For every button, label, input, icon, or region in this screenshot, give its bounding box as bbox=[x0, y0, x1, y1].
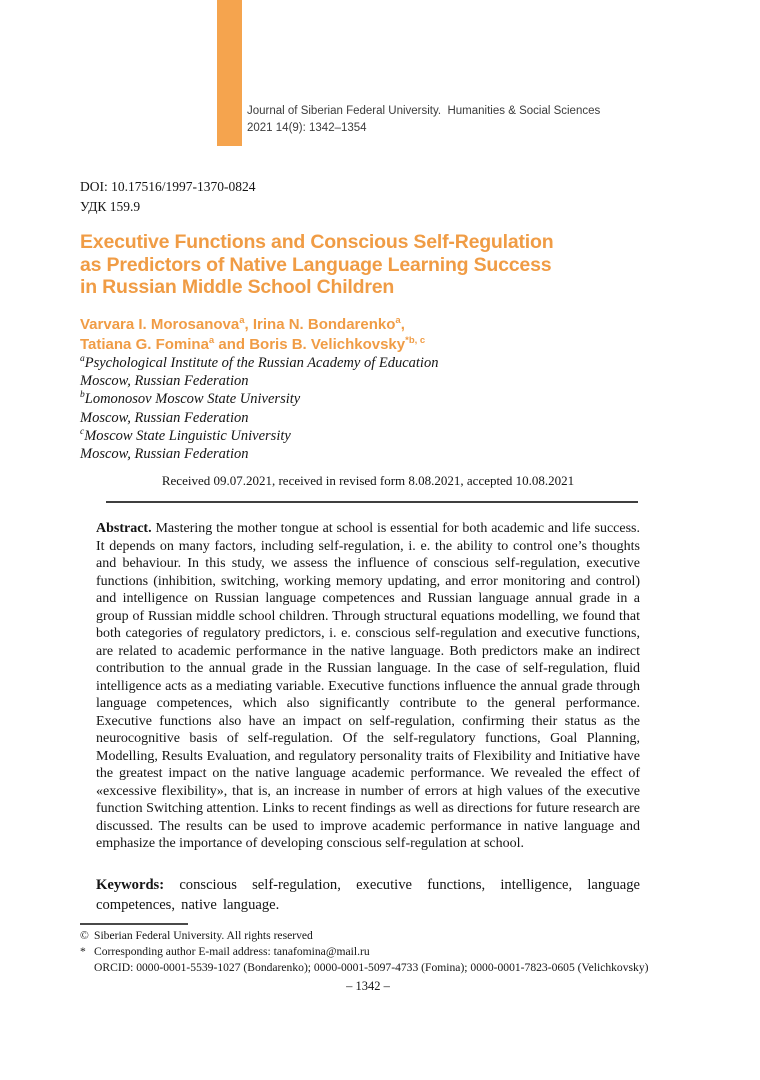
author-name: Tatiana G. Fomina bbox=[80, 335, 209, 353]
title-line-1: Executive Functions and Conscious Self-Regulation bbox=[80, 231, 554, 253]
affiliation-mark: c bbox=[80, 426, 85, 437]
author-list bbox=[80, 315, 640, 354]
orcid-text: ORCID: 0000-0001-5539-1027 (Bondarenko); 0000-0001-5097-4733 (Fomina); 0000-0001-7823-0605 (Velichkovsky) bbox=[94, 960, 649, 974]
udk-line: УДК 159.9 bbox=[80, 199, 141, 214]
keywords-paragraph bbox=[96, 875, 640, 916]
doi-line: DOI: 10.17516/1997-1370-0824 bbox=[80, 179, 256, 194]
footnotes-block bbox=[80, 928, 650, 976]
affiliation-text: Psychological Institute of the Russian Academy of Education bbox=[84, 355, 439, 371]
author-affil-mark: a bbox=[208, 334, 215, 346]
orcid-line bbox=[80, 960, 650, 976]
abstract-top-rule bbox=[106, 501, 638, 503]
affiliation-text: Moscow State Linguistic University bbox=[84, 427, 291, 444]
corresponding-author-line bbox=[80, 944, 650, 960]
affiliation-text: Lomonosov Moscow State University bbox=[84, 391, 301, 408]
affiliation-mark: a bbox=[80, 354, 85, 365]
author-affil-mark: *b, c bbox=[405, 334, 426, 346]
copyright-symbol: © bbox=[80, 929, 89, 942]
affiliation-text: Moscow, Russian Federation bbox=[80, 373, 249, 390]
affiliation-text: Moscow, Russian Federation bbox=[80, 409, 249, 426]
affiliation-line bbox=[80, 390, 640, 408]
abstract-label: Abstract. bbox=[96, 521, 152, 536]
abstract-paragraph bbox=[96, 520, 640, 853]
corresponding-author-text: Corresponding author E-mail address: tanafomina@mail.ru bbox=[94, 944, 370, 958]
affiliation-text: Moscow, Russian Federation bbox=[80, 446, 249, 463]
article-ids bbox=[80, 177, 256, 217]
copyright-line bbox=[80, 928, 650, 944]
abstract-text: Mastering the mother tongue at school is essential for both academic and life success. It depends on many factors, including self-regulation, i. e. the ability to control one’s thoughts and behaviour. In this study, we assess the influence of conscious self-regulation, executive functions (inhibition, switching, working memory updating, and error monitoring and control) and intelligence on Russian language competences and Russian language annual grade in a group of Russian middle school children. Through structural equations modelling, we found that both categories of regulatory predictors, i. e. conscious self-regulation and executive functions, are related to academic performance in the native language. Both predictors make an indirect contribution to the annual grade in the Russian language. In the case of self-regulation, fluid intelligence acts as a mediating variable. Executive functions influence the annual grade through language competences, which also significantly contribute to the general performance. Executive functions also have an impact on self-regulation, confirming their status as the neurocognitive basis of self-regulation. Of the self-regulatory functions, Goal Planning, Modelling, Results Evaluation, and regulatory personality traits of Flexibility and Initiative have the greatest impact on the native language academic performance. We revealed the effect of «excessive flexibility», that is, an increase in number of errors at high values of the executive function Switching attention. Links to recent findings as well as directions for future research are discussed. The results can be used to improve academic performance in native language and emphasize the importance of developing conscious self-regulation at school. bbox=[96, 521, 640, 851]
article-title bbox=[80, 231, 640, 299]
affiliation-line bbox=[80, 445, 640, 463]
copyright-text: Siberian Federal University. All rights reserved bbox=[94, 929, 313, 942]
affiliation-mark: b bbox=[80, 390, 85, 401]
title-line-3: in Russian Middle School Children bbox=[80, 276, 395, 298]
keywords-text: conscious self-regulation, executive functions, intelligence, language competences, native language. bbox=[96, 876, 640, 914]
journal-name: Journal of Siberian Federal University. Humanities & Social Sciences bbox=[247, 105, 601, 117]
author-affil-mark: a bbox=[239, 315, 245, 326]
authors-line-1 bbox=[80, 315, 640, 335]
author-name: Varvara I. Morosanova bbox=[80, 316, 240, 333]
affiliation-line bbox=[80, 354, 640, 372]
journal-masthead bbox=[247, 103, 600, 137]
orcid-indent bbox=[80, 960, 94, 976]
affiliation-line bbox=[80, 372, 640, 390]
page-number: – 1342 – bbox=[346, 979, 390, 993]
affiliations-block bbox=[80, 354, 640, 463]
authors-line-2 bbox=[80, 335, 640, 355]
journal-issue: 2021 14(9): 1342–1354 bbox=[247, 122, 367, 134]
accent-bar bbox=[217, 0, 242, 146]
author-affil-mark: a bbox=[395, 315, 401, 326]
affiliation-line bbox=[80, 409, 640, 427]
title-line-2: as Predictors of Native Language Learning Success bbox=[80, 253, 552, 276]
author-name: , Irina N. Bondarenko bbox=[244, 316, 396, 333]
affiliation-line bbox=[80, 427, 640, 445]
received-dates: Received 09.07.2021, received in revised form 8.08.2021, accepted 10.08.2021 bbox=[161, 473, 575, 488]
asterisk-marker: * bbox=[80, 944, 86, 958]
footnote-divider bbox=[80, 923, 188, 925]
author-name: and Boris B. Velichkovsky bbox=[214, 335, 406, 353]
author-separator: , bbox=[400, 316, 405, 333]
keywords-label: Keywords: bbox=[96, 876, 165, 893]
